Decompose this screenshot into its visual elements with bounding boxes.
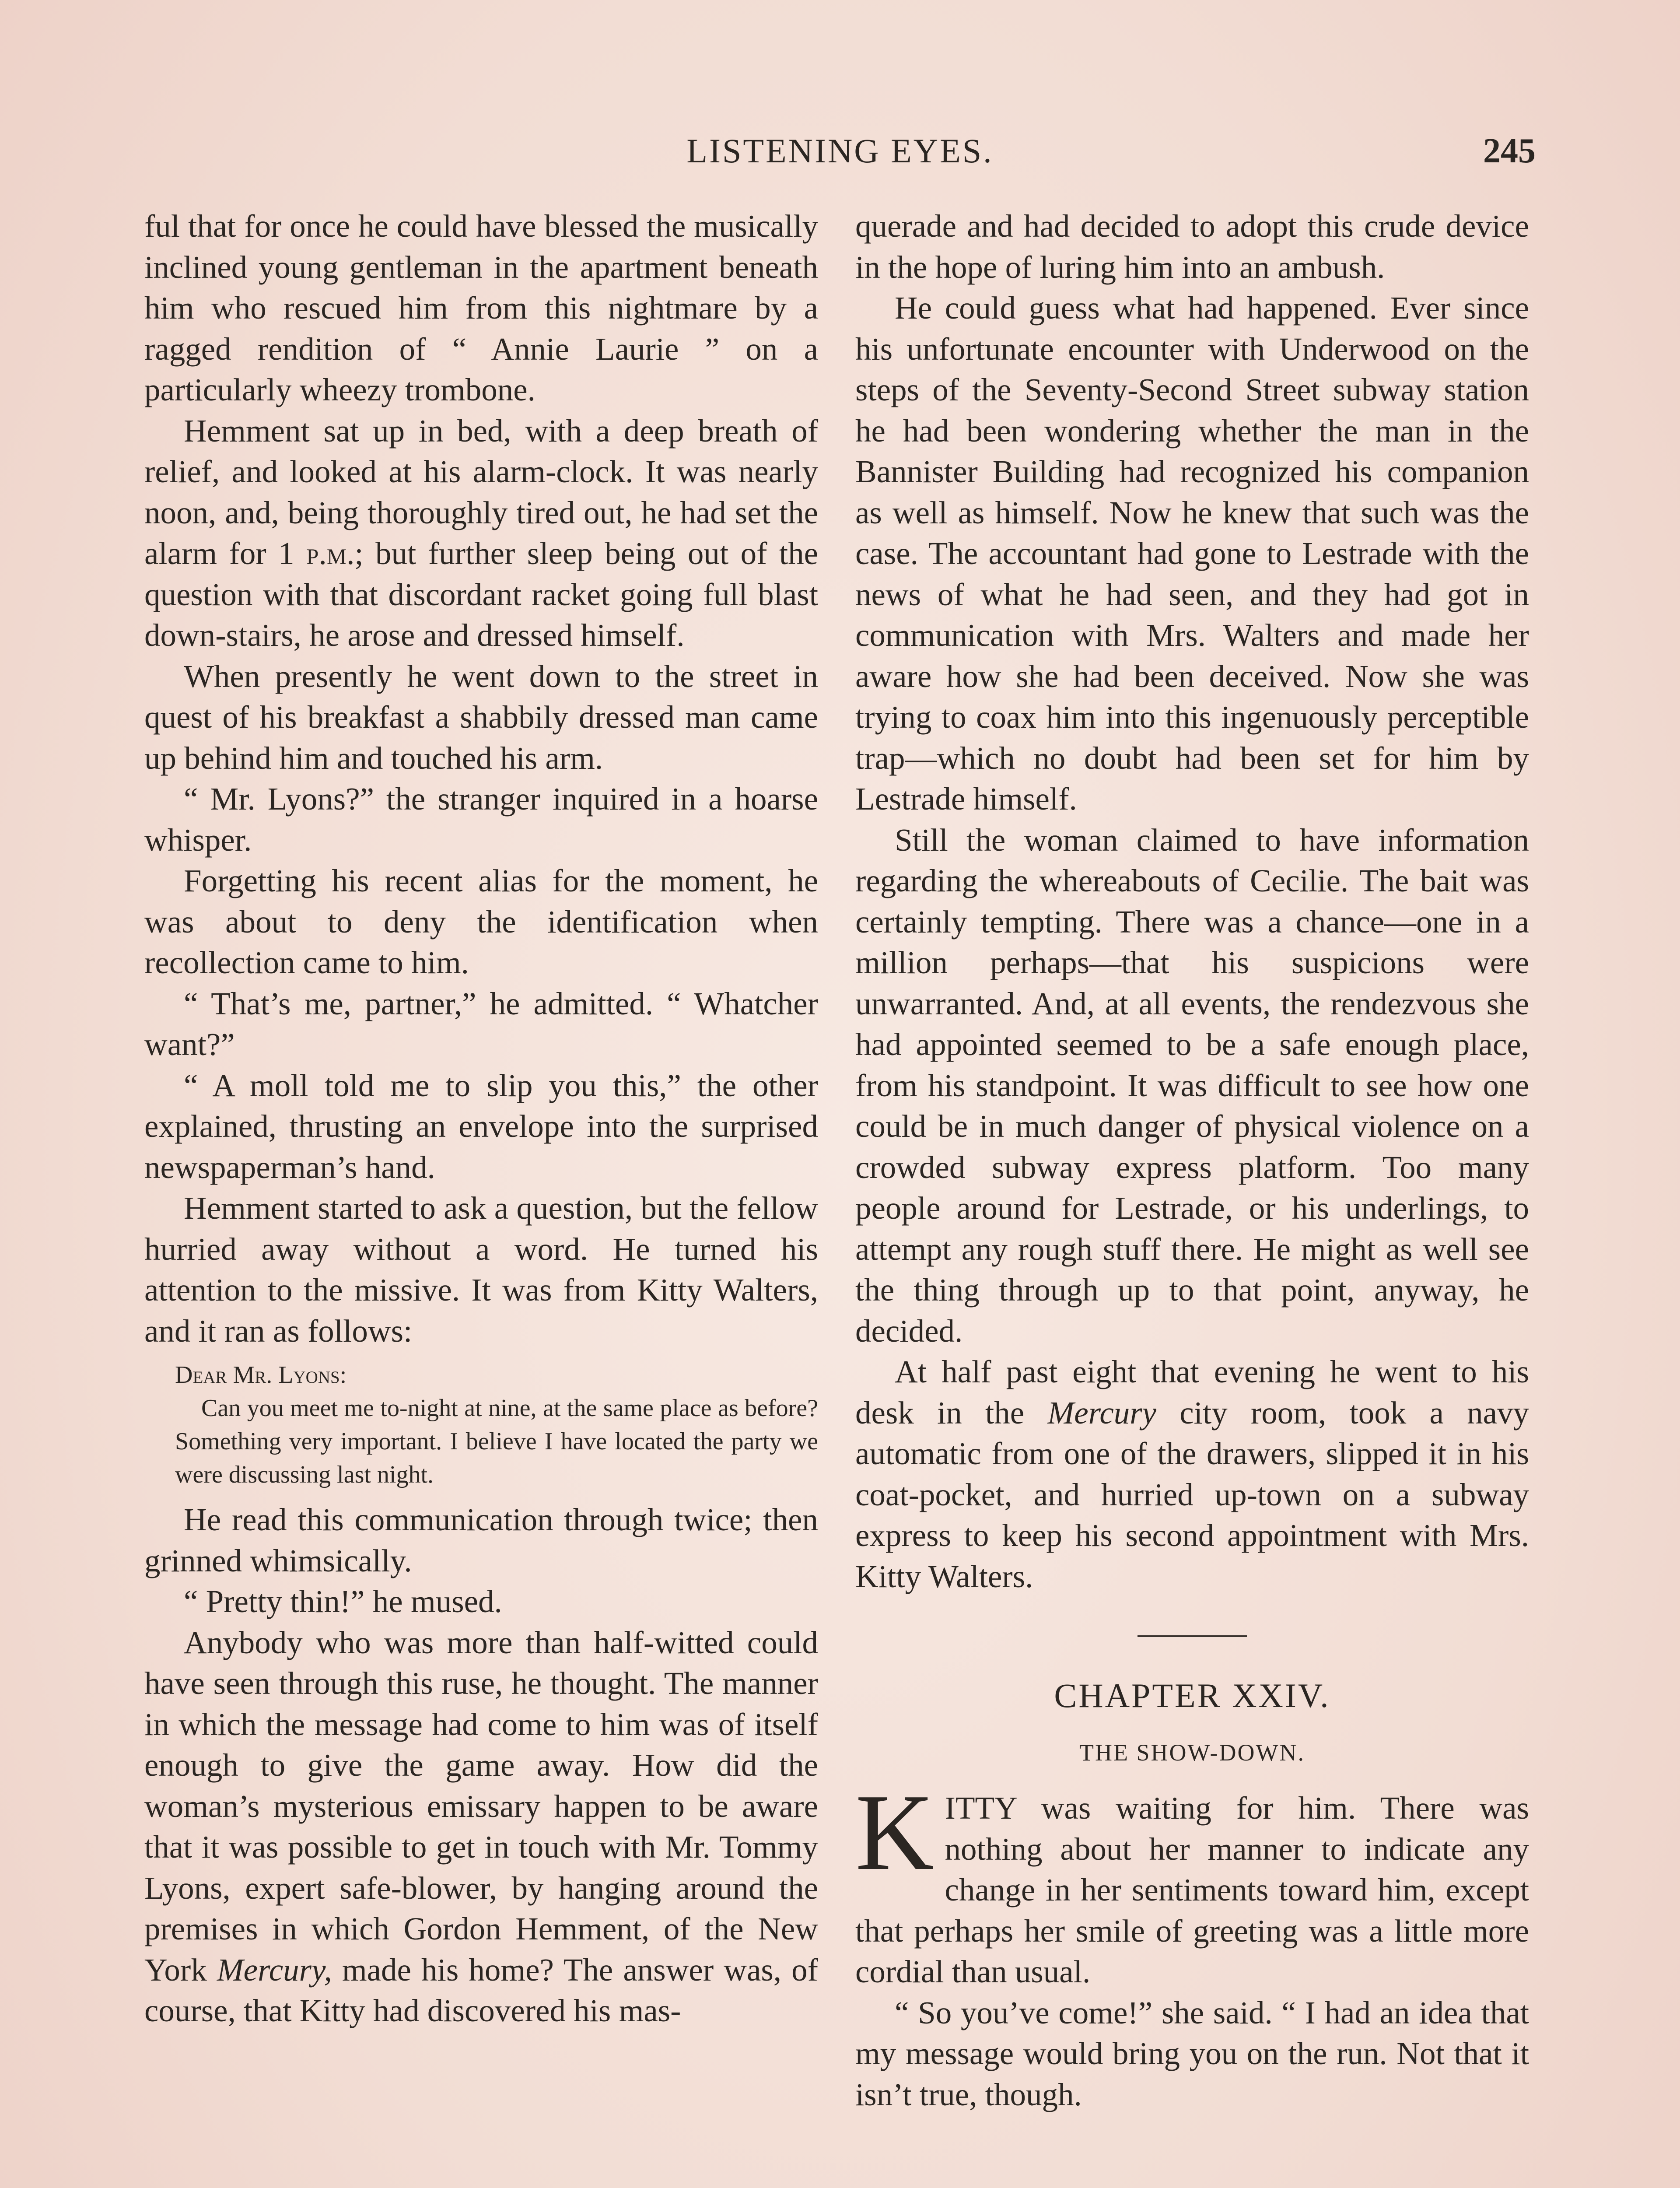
paragraph bbox=[855, 1351, 1529, 1597]
chapter-title: CHAPTER XXIV. bbox=[1054, 1676, 1330, 1715]
paragraph: querade and had decided to adopt this crude device in the hope of luring him into an ambush. bbox=[855, 208, 1529, 285]
time-text: 1 p.m. bbox=[278, 536, 355, 571]
paragraph: Hemment started to ask a question, but the fellow hurried away without a word. He turned his attention to the missive. It was from Kitty Walters, and it ran as follows: bbox=[144, 1190, 818, 1349]
right-column bbox=[855, 206, 1529, 2115]
chapter-subtitle: THE SHOW-DOWN. bbox=[1079, 1739, 1305, 1766]
chapter-opening-paragraph bbox=[855, 1772, 1529, 1992]
paragraph: He read this communication through twice; then grinned whimsically. bbox=[144, 1502, 818, 1578]
letter-body: Can you meet me to-night at nine, at the same place as before? Something very important. I believe I have located the party we were discussing last night. bbox=[175, 1395, 818, 1488]
paragraph: ful that for once he could have blessed the musically inclined young gentleman in the apartment beneath him who rescued him from this nightmare by a ragged rendition of “ Annie Laurie ” on a particularly wheezy trombone. bbox=[144, 208, 818, 407]
paragraph: “ That’s me, partner,” he admitted. “ Whatcher want?” bbox=[144, 985, 818, 1062]
quoted-letter bbox=[144, 1358, 818, 1491]
text-run: Hemment sat up in bed, with a deep breath of relief, and looked at his alarm-clock. It was nearly noon, and, being thoroughly tired out, he had set the alarm for bbox=[144, 413, 818, 571]
paragraph bbox=[144, 1622, 818, 2031]
publication-name: Mercury bbox=[1047, 1395, 1157, 1431]
paragraph: “ A moll told me to slip you this,” the other explained, thrusting an envelope into the surprised newspaperman’s hand. bbox=[144, 1067, 818, 1185]
text-run: At half past eight that evening he went to his desk in the bbox=[855, 1354, 1529, 1431]
paragraph: “ So you’ve come!” she said. “ I had an idea that my message would bring you on the run. Not that it isn’t true, though. bbox=[855, 1995, 1529, 2112]
paragraph: “ Pretty thin!” he mused. bbox=[184, 1584, 502, 1619]
text-run: Anybody who was more than half-witted could have seen through this ruse, he thought. The manner in which the message had come to him was of itself enough to give the game away. How did the woman’s mysterious emissary happen to be aware that it was possible to get in touch with Mr. Tommy Lyons, expert safe-blower, by hanging around the premises in which Gordon Hemment, of the New York bbox=[144, 1624, 818, 1988]
letter-salutation: Dear Mr. Lyons: bbox=[175, 1361, 347, 1389]
section-divider bbox=[1138, 1635, 1247, 1637]
running-title: LISTENING EYES. bbox=[686, 132, 994, 170]
text-run: made his home? The answer was, of course, that Kitty had discovered his mas- bbox=[144, 1952, 818, 2028]
paragraph: When presently he went down to the street in quest of his breakfast a shabbily dressed man came up behind him and touched his arm. bbox=[144, 658, 818, 776]
drop-cap: K bbox=[855, 1772, 934, 1893]
text-run: ITTY was waiting for him. There was nothing about her manner to indicate any change in her sentiments toward him, except that perhaps her smile of greeting was a little more cordial than usual. bbox=[855, 1790, 1529, 1989]
publication-name: Mercury, bbox=[217, 1952, 332, 1988]
page-header bbox=[144, 131, 1536, 184]
paragraph: “ Mr. Lyons?” the stranger inquired in a hoarse whisper. bbox=[144, 781, 818, 858]
page-number: 245 bbox=[1483, 132, 1536, 170]
paragraph bbox=[144, 410, 818, 656]
text-run: city room, took a navy automatic from one of the drawers, slipped it in his coat-pocket, and hurried up-town on a subway express to keep his second appointment with Mrs. Kitty Walters. bbox=[855, 1395, 1530, 1594]
paragraph: Forgetting his recent alias for the moment, he was about to deny the identification when recollection came to him. bbox=[144, 863, 818, 980]
paragraph: He could guess what had happened. Ever since his unfortunate encounter with Underwood on the steps of the Seventy-Second Street subway station he had been wondering whether the man in the Bannister Building had recognized his companion as well as himself. Now he knew that such was the case. The accountant had gone to Lestrade with the news of what he had seen, and they had got in communication with Mrs. Walters and made her aware how she had been deceived. Now she was trying to coax him into this ingenuously perceptible trap—which no doubt had been set for him by Lestrade himself. bbox=[855, 290, 1529, 817]
text-run: ; but further sleep being out of the question with that discordant racket going full blast down-stairs, he arose and dressed himself. bbox=[144, 536, 819, 653]
paragraph: Still the woman claimed to have information regarding the whereabouts of Cecilie. The bait was certainly tempting. There was a chance—one in a million perhaps—that his suspicions were unwarranted. And, at all events, the rendezvous she had appointed seemed to be a safe enough place, from his standpoint. It was difficult to see how one could be in much danger of physical violence on a crowded subway express platform. Too many people around for Lestrade, or his underlings, to attempt any rough stuff there. He might as well see the thing through up to that point, anyway, he decided. bbox=[855, 822, 1529, 1349]
left-column bbox=[144, 206, 818, 2031]
